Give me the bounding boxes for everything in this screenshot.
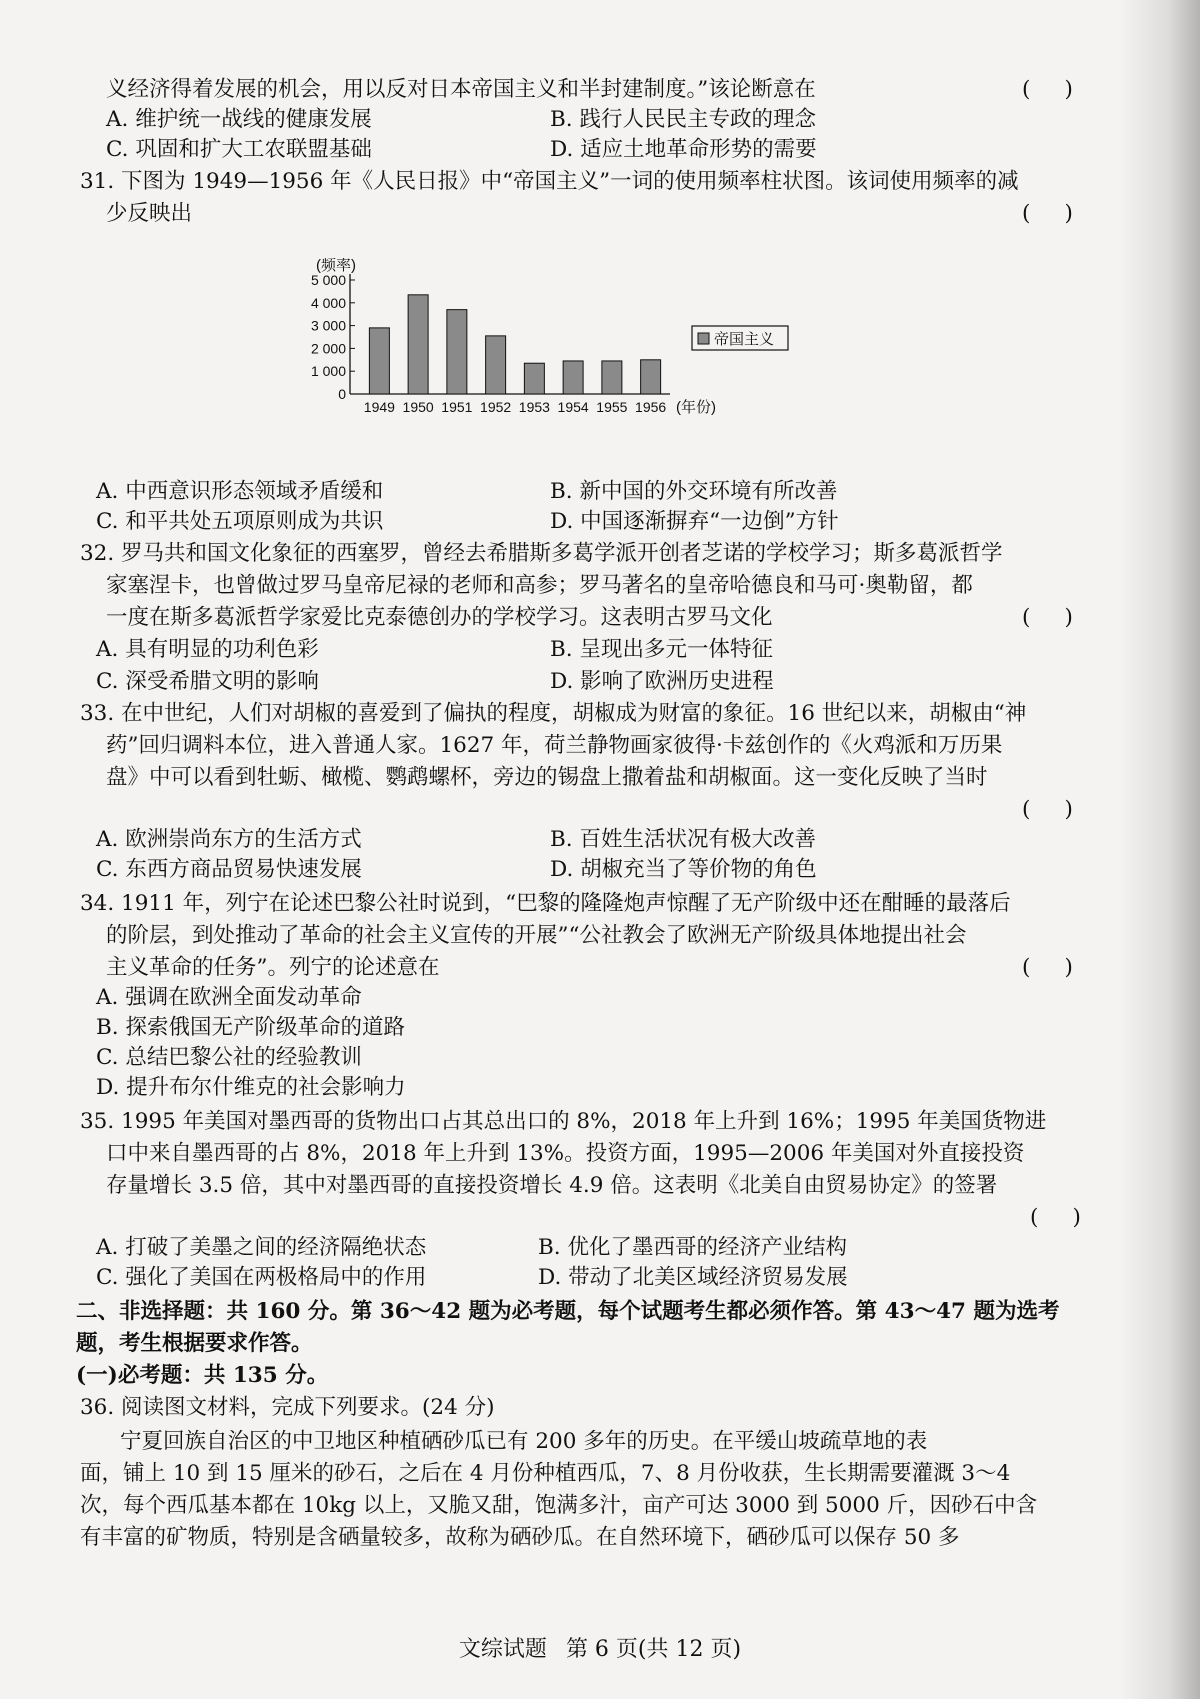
q32-option-c: C. 深受希腊文明的影响 bbox=[96, 669, 319, 694]
q33-stem-line2: 药”回归调料本位，进入普通人家。1627 年，荷兰静物画家彼得·卡兹创作的《火鸡派和万历果 bbox=[106, 733, 1003, 758]
section2-heading-line1: 二、非选择题：共 160 分。第 36～42 题为必考题，每个试题考生都必须作答。第 43～47 题为选考 bbox=[76, 1299, 1060, 1324]
q30-option-c: C. 巩固和扩大工农联盟基础 bbox=[106, 137, 372, 162]
bar-1950 bbox=[408, 295, 428, 394]
y-tick-label: 1 000 bbox=[310, 363, 346, 380]
q34-option-c: C. 总结巴黎公社的经验教训 bbox=[96, 1045, 362, 1070]
q36-para-line4: 有丰富的矿物质，特别是含硒量较多，故称为硒砂瓜。在自然环境下，硒砂瓜可以保存 50 多 bbox=[80, 1525, 960, 1550]
q32-option-b: B. 呈现出多元一体特征 bbox=[550, 637, 773, 662]
x-tick-label: 1950 bbox=[402, 399, 434, 415]
q30-stem-tail: 义经济得着发展的机会，用以反对日本帝国主义和半封建制度。”该论断意在 bbox=[106, 77, 816, 102]
q35-stem-line2: 口中来自墨西哥的占 8%，2018 年上升到 13%。投资方面，1995—2006 年美国对外直接投资 bbox=[106, 1141, 1025, 1166]
x-tick-label: 1951 bbox=[441, 399, 473, 415]
q33-stem-line3: 盘》中可以看到牡蛎、橄榄、鹦鹉螺杯，旁边的锡盘上撒着盐和胡椒面。这一变化反映了当时 bbox=[106, 765, 988, 790]
q31-option-b: B. 新中国的外交环境有所改善 bbox=[550, 479, 838, 504]
q34-option-d: D. 提升布尔什维克的社会影响力 bbox=[96, 1075, 406, 1100]
q34-stem-line2: 的阶层，到处推动了革命的社会主义宣传的开展”“公社教会了欧洲无产阶级具体地提出社会 bbox=[106, 923, 967, 948]
q33-answer-paren: ( ) bbox=[1022, 797, 1073, 822]
q33-option-c: C. 东西方商品贸易快速发展 bbox=[96, 857, 362, 882]
q34-stem-line1: 34. 1911 年，列宁在论述巴黎公社时说到，“巴黎的隆隆炮声惊醒了无产阶级中还在酣睡的最落后 bbox=[80, 891, 1011, 916]
page-edge-shadow bbox=[1120, 0, 1200, 1699]
q35-stem-line1: 35. 1995 年美国对墨西哥的货物出口占其总出口的 8%，2018 年上升到 16%；1995 年美国货物进 bbox=[80, 1109, 1047, 1134]
section2-subheading: (一)必考题：共 135 分。 bbox=[76, 1363, 329, 1388]
q36-para-line3: 次，每个西瓜基本都在 10kg 以上，又脆又甜，饱满多汁，亩产可达 3000 到 5000 斤，因砂石中含 bbox=[80, 1493, 1038, 1518]
x-tick-label: 1954 bbox=[557, 399, 589, 415]
q31-answer-paren: ( ) bbox=[1022, 201, 1073, 226]
y-tick-label: 3 000 bbox=[310, 317, 346, 334]
q35-option-a: A. 打破了美墨之间的经济隔绝状态 bbox=[96, 1235, 427, 1260]
q32-stem-line1: 32. 罗马共和国文化象征的西塞罗，曾经去希腊斯多葛学派开创者芝诺的学校学习；斯多葛派哲学 bbox=[80, 541, 1003, 566]
footer-page-number: 第 6 页(共 12 页) bbox=[565, 1637, 742, 1662]
q30-option-a: A. 维护统一战线的健康发展 bbox=[106, 107, 372, 132]
q31-stem-line2: 少反映出 bbox=[106, 201, 193, 226]
bar-1949 bbox=[369, 328, 389, 394]
q33-option-d: D. 胡椒充当了等价物的角色 bbox=[550, 857, 817, 882]
q31-option-c: C. 和平共处五项原则成为共识 bbox=[96, 509, 384, 534]
y-tick-label: 2 000 bbox=[310, 340, 346, 357]
q36-para-line2: 面，铺上 10 到 15 厘米的砂石，之后在 4 月份种植西瓜，7、8 月份收获，生长期需要灌溉 3～4 bbox=[80, 1461, 1011, 1486]
q36-title: 36. 阅读图文材料，完成下列要求。(24 分) bbox=[80, 1395, 495, 1420]
bar-1954 bbox=[563, 361, 583, 394]
q36-para-line1: 宁夏回族自治区的中卫地区种植硒砂瓜已有 200 多年的历史。在平缓山坡疏草地的表 bbox=[120, 1429, 928, 1454]
bar-1956 bbox=[641, 360, 661, 394]
x-tick-label: 1949 bbox=[363, 399, 395, 415]
section2-heading-line2: 题，考生根据要求作答。 bbox=[76, 1331, 313, 1356]
q30-option-d: D. 适应土地革命形势的需要 bbox=[550, 137, 817, 162]
q31-option-d: D. 中国逐渐摒弃“一边倒”方针 bbox=[550, 509, 839, 534]
bar-1952 bbox=[486, 336, 506, 394]
bar-1955 bbox=[602, 361, 622, 394]
q32-option-d: D. 影响了欧洲历史进程 bbox=[550, 669, 774, 694]
q32-stem-line3: 一度在斯多葛派哲学家爱比克泰德创办的学校学习。这表明古罗马文化 bbox=[106, 605, 773, 630]
q30-answer-paren: ( ) bbox=[1022, 77, 1073, 102]
q31-stem-line1: 31. 下图为 1949—1956 年《人民日报》中“帝国主义”一词的使用频率柱状图。该词使用频率的减 bbox=[80, 169, 1019, 194]
q34-option-b: B. 探索俄国无产阶级革命的道路 bbox=[96, 1015, 405, 1040]
q35-option-b: B. 优化了墨西哥的经济产业结构 bbox=[538, 1235, 847, 1260]
q31-option-a: A. 中西意识形态领域矛盾缓和 bbox=[96, 479, 384, 504]
y-tick-label: 4 000 bbox=[310, 294, 346, 311]
x-tick-label: 1953 bbox=[518, 399, 550, 415]
page-footer bbox=[0, 1632, 1200, 1663]
bar-1951 bbox=[447, 310, 467, 394]
q34-stem-line3: 主义革命的任务”。列宁的论述意在 bbox=[106, 955, 440, 980]
q35-option-d: D. 带动了北美区域经济贸易发展 bbox=[538, 1265, 848, 1290]
y-tick-label: 0 bbox=[338, 386, 346, 402]
q33-stem-line1: 33. 在中世纪，人们对胡椒的喜爱到了偏执的程度，胡椒成为财富的象征。16 世纪以来，胡椒由“神 bbox=[80, 701, 1027, 726]
q33-option-b: B. 百姓生活状况有极大改善 bbox=[550, 827, 816, 852]
y-axis-label: (频率) bbox=[316, 258, 356, 274]
x-tick-label: 1955 bbox=[596, 399, 628, 415]
q32-option-a: A. 具有明显的功利色彩 bbox=[96, 637, 319, 662]
q33-option-a: A. 欧洲崇尚东方的生活方式 bbox=[96, 827, 362, 852]
q30-option-b: B. 践行人民民主专政的理念 bbox=[550, 107, 816, 132]
x-axis-label: (年份) bbox=[676, 399, 716, 416]
q34-answer-paren: ( ) bbox=[1022, 955, 1073, 980]
q35-option-c: C. 强化了美国在两极格局中的作用 bbox=[96, 1265, 427, 1290]
x-tick-label: 1956 bbox=[635, 399, 667, 415]
x-tick-label: 1952 bbox=[480, 399, 512, 415]
q35-answer-paren: ( ) bbox=[1030, 1205, 1081, 1230]
legend-label: 帝国主义 bbox=[714, 331, 775, 348]
q34-option-a: A. 强调在欧洲全面发动革命 bbox=[96, 985, 362, 1010]
imperialism-frequency-bar-chart bbox=[290, 258, 890, 458]
q32-answer-paren: ( ) bbox=[1022, 605, 1073, 630]
q35-stem-line3: 存量增长 3.5 倍，其中对墨西哥的直接投资增长 4.9 倍。这表明《北美自由贸易协定》的签署 bbox=[106, 1173, 998, 1198]
y-tick-label: 5 000 bbox=[310, 272, 346, 288]
bar-1953 bbox=[524, 363, 544, 394]
footer-subject: 文综试题 bbox=[458, 1637, 547, 1662]
legend-swatch bbox=[698, 333, 709, 344]
q32-stem-line2: 家塞涅卡，也曾做过罗马皇帝尼禄的老师和高参；罗马著名的皇帝哈德良和马可·奥勒留，都 bbox=[106, 573, 973, 598]
